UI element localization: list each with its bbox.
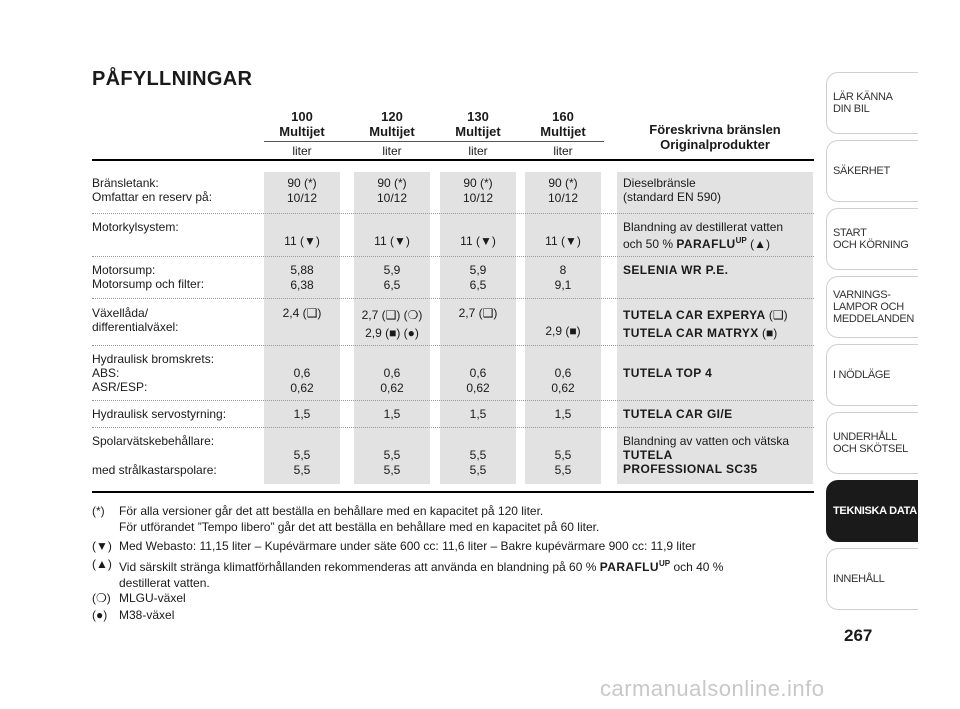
row-label-brakes: Hydraulisk bromskrets: ABS: ASR/ESP: xyxy=(92,352,215,394)
cell-fuel-160: 90 (*) 10/12 xyxy=(547,176,579,205)
footnote-asterisk: (*) För alla versioner går det att beställa en behållare med en kapacitet på 120 liter. För utförandet ”Tempo libero” går det att beställa en behållare med en kapacitet på 60 liter. xyxy=(92,504,600,534)
table-top-rule xyxy=(92,159,814,161)
row-separator xyxy=(92,345,814,346)
row-separator xyxy=(92,427,814,428)
cell-steering-120: 1,5 xyxy=(383,407,401,421)
row-separator xyxy=(92,400,814,401)
tab-sakerhet[interactable]: SÄKERHET xyxy=(826,140,918,202)
cell-washer-160: 5,5 5,5 xyxy=(554,448,572,477)
footnote-up-triangle: (▲) Vid särskilt stränga klimatförhållanden rekommenderas att använda en blandning på 60 % $PARAFLU^{UP}$ och 40 % destillerat vatten. xyxy=(92,557,724,590)
unit-120: liter xyxy=(382,144,402,158)
page-number: 267 xyxy=(844,626,873,645)
cell-sump-100: 5,88 6,38 xyxy=(290,263,314,292)
cell-sump-160: 8 9,1 xyxy=(554,263,572,292)
row-label-fuel-tank: Bränsletank: Omfattar en reserv på: xyxy=(92,176,213,204)
watermark-text: carmanualsonline.info xyxy=(600,676,825,701)
product-brake-fluid: TUTELA TOP 4 xyxy=(623,366,713,380)
cell-brakes-130: 0,6 0,62 xyxy=(466,366,490,395)
row-label-washer: Spolarvätskebehållare: xyxy=(92,434,215,448)
cell-washer-100: 5,5 5,5 xyxy=(293,448,311,477)
footnote-open-circle: (❍) MLGU-växel xyxy=(92,591,186,605)
cell-washer-130: 5,5 5,5 xyxy=(469,448,487,477)
cell-fuel-100: 90 (*) 10/12 xyxy=(286,176,318,205)
row-separator xyxy=(92,256,814,257)
cell-brakes-160: 0,6 0,62 xyxy=(551,366,575,395)
products-header: Föreskrivna bränslen Originalprodukter xyxy=(649,122,781,152)
column-header-120: 120 Multijet xyxy=(369,109,415,139)
cell-cooling-100: 11 (▼) xyxy=(284,234,320,248)
tab-innehall[interactable]: INNEHÅLL xyxy=(826,548,918,610)
tab-underhall[interactable]: UNDERHÅLL OCH SKÖTSEL xyxy=(826,412,918,474)
cell-steering-130: 1,5 xyxy=(469,407,487,421)
row-label-washer-headlamp: med strålkastarspolare: xyxy=(92,463,217,477)
tab-i-nodlage[interactable]: I NÖDLÄGE xyxy=(826,344,918,406)
row-label-gearbox: Växellåda/ differentialväxel: xyxy=(92,306,179,334)
tab-start-och-korning[interactable]: START OCH KÖRNING xyxy=(826,208,918,270)
unit-130: liter xyxy=(468,144,488,158)
column-header-100: 100 Multijet xyxy=(279,109,325,139)
page-title: PÅFYLLNINGAR xyxy=(92,68,253,90)
cell-brakes-100: 0,6 0,62 xyxy=(290,366,314,395)
cell-cooling-120: 11 (▼) xyxy=(374,234,410,248)
column-header-130: 130 Multijet xyxy=(455,109,501,139)
cell-cooling-160: 11 (▼) xyxy=(545,234,581,248)
cell-sump-120: 5,9 6,5 xyxy=(383,263,401,292)
footnote-filled-circle: (●) M38-växel xyxy=(92,608,175,622)
column-bg-130 xyxy=(440,172,516,484)
cell-gearbox-120: 2,7 (❑) (❍) 2,9 (■) (●) xyxy=(361,308,423,340)
product-gearbox-oil: TUTELA CAR EXPERYA (❑) TUTELA CAR MATRYX (■) xyxy=(623,308,788,340)
unit-100: liter xyxy=(292,144,312,158)
product-steering-fluid: TUTELA CAR GI/E xyxy=(623,407,733,421)
cell-gearbox-160: 2,9 (■) xyxy=(545,324,581,338)
cell-steering-160: 1,5 xyxy=(554,407,572,421)
cell-fuel-130: 90 (*) 10/12 xyxy=(462,176,494,205)
row-separator xyxy=(92,298,814,299)
cell-washer-120: 5,5 5,5 xyxy=(383,448,401,477)
cell-gearbox-130: 2,7 (❑) xyxy=(458,306,498,320)
cell-sump-130: 5,9 6,5 xyxy=(469,263,487,292)
unit-160: liter xyxy=(553,144,573,158)
tab-lar-kanna-din-bil[interactable]: LÄR KÄNNA DIN BIL xyxy=(826,72,918,134)
tab-varningslampor[interactable]: VARNINGS- LAMPOR OCH MEDDELANDEN xyxy=(826,276,918,338)
row-label-power-steering: Hydraulisk servostyrning: xyxy=(92,407,227,421)
tab-tekniska-data[interactable]: TEKNISKA DATA xyxy=(826,480,918,542)
footnote-down-triangle: (▼) Med Webasto: 11,15 liter – Kupévärmare under säte 600 cc: 11,6 liter – Bakre kupévärmare 900 cc: 11,9 liter xyxy=(92,539,696,553)
row-separator xyxy=(92,213,814,214)
row-label-engine-sump: Motorsump: Motorsump och filter: xyxy=(92,263,205,291)
row-label-cooling: Motorkylsystem: xyxy=(92,220,179,234)
cell-brakes-120: 0,6 0,62 xyxy=(380,366,404,395)
column-bg-100 xyxy=(264,172,340,484)
product-washer-fluid: Blandning av vatten och vätska TUTELA PROFESSIONAL SC35 xyxy=(623,434,790,476)
product-engine-oil: SELENIA WR P.E. xyxy=(623,263,729,277)
table-bottom-rule xyxy=(92,491,814,493)
product-fuel: Dieselbränsle (standard EN 590) xyxy=(623,176,722,204)
header-divider xyxy=(264,141,604,142)
cell-gearbox-100: 2,4 (❑) xyxy=(282,306,322,320)
cell-fuel-120: 90 (*) 10/12 xyxy=(376,176,408,205)
cell-cooling-130: 11 (▼) xyxy=(460,234,496,248)
product-coolant: Blandning av destillerat vatten och 50 % $PARAFLU^{UP}$ (▲) xyxy=(623,220,784,251)
cell-steering-100: 1,5 xyxy=(293,407,311,421)
column-header-160: 160 Multijet xyxy=(540,109,586,139)
